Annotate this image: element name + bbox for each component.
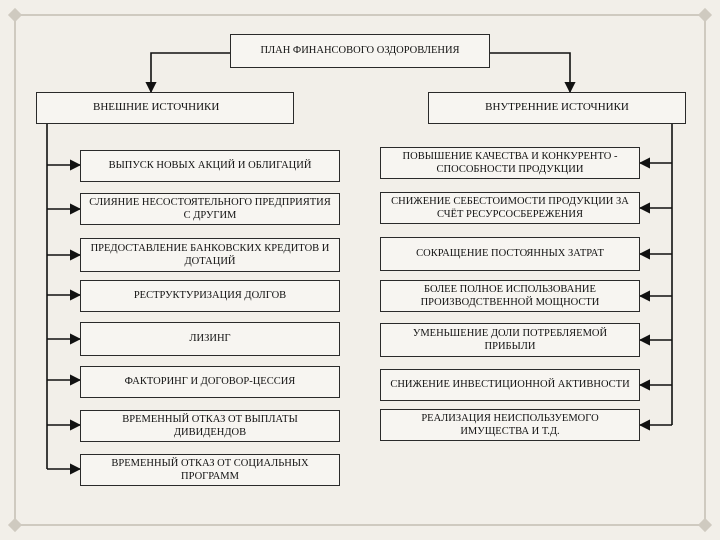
internal-source-item [380, 409, 640, 441]
internal-source-label: РЕАЛИЗАЦИЯ НЕИСПОЛЬЗУЕМОГО ИМУЩЕСТВА И Т.Д. [421, 412, 599, 437]
external-source-item [80, 193, 340, 225]
internal-source-label: УМЕНЬШЕНИЕ ДОЛИ ПОТРЕБЛЯЕМОЙ ПРИБЫЛИ [412, 327, 608, 352]
internal-source-label: ПОВЫШЕНИЕ КАЧЕСТВА И КОНКУРЕНТО - СПОСОБНОСТИ ПРОДУКЦИИ [402, 150, 618, 175]
external-source-item [80, 150, 340, 182]
plan-title: ПЛАН ФИНАНСОВОГО ОЗДОРОВЛЕНИЯ [260, 45, 460, 57]
internal-source-item [380, 192, 640, 224]
external-source-item [80, 366, 340, 398]
connector-title-right [490, 53, 570, 92]
external-source-label: ПРЕДОСТАВЛЕНИЕ БАНКОВСКИХ КРЕДИТОВ И ДОТАЦИЙ [90, 242, 330, 267]
internal-source-item [380, 147, 640, 179]
internal-source-item [380, 323, 640, 357]
internal-source-item [380, 237, 640, 271]
external-source-label: ВЫПУСК НОВЫХ АКЦИЙ И ОБЛИГАЦИЙ [108, 160, 312, 172]
plan-title-box [230, 34, 490, 68]
external-source-item [80, 410, 340, 442]
external-source-label: ВРЕМЕННЫЙ ОТКАЗ ОТ СОЦИАЛЬНЫХ ПРОГРАММ [111, 457, 309, 482]
external-sources-label: ВНЕШНИЕ ИСТОЧНИКИ [93, 101, 220, 114]
external-source-label: СЛИЯНИЕ НЕСОСТОЯТЕЛЬНОГО ПРЕДПРИЯТИЯ С ДРУГИМ [89, 196, 331, 221]
external-source-item [80, 238, 340, 272]
internal-source-label: СНИЖЕНИЕ ИНВЕСТИЦИОННОЙ АКТИВНОСТИ [390, 379, 630, 391]
external-source-item [80, 322, 340, 356]
external-source-item [80, 280, 340, 312]
internal-source-item [380, 369, 640, 401]
external-source-label: ВРЕМЕННЫЙ ОТКАЗ ОТ ВЫПЛАТЫ ДИВИДЕНДОВ [122, 413, 298, 438]
external-source-label: ФАКТОРИНГ И ДОГОВОР-ЦЕССИЯ [124, 376, 296, 388]
internal-source-label: СНИЖЕНИЕ СЕБЕСТОИМОСТИ ПРОДУКЦИИ ЗА СЧЁТ РЕСУРСОСБЕРЕЖЕНИЯ [391, 195, 629, 220]
connector-title-left [151, 53, 230, 92]
internal-source-label: БОЛЕЕ ПОЛНОЕ ИСПОЛЬЗОВАНИЕ ПРОИЗВОДСТВЕННОЙ МОЩНОСТИ [420, 283, 600, 308]
external-source-label: ЛИЗИНГ [189, 333, 231, 345]
internal-source-label: СОКРАЩЕНИЕ ПОСТОЯННЫХ ЗАТРАТ [416, 248, 604, 260]
internal-sources-header [428, 92, 686, 124]
internal-sources-label: ВНУТРЕННИЕ ИСТОЧНИКИ [485, 101, 629, 114]
external-sources-header [36, 92, 294, 124]
external-source-label: РЕСТРУКТУРИЗАЦИЯ ДОЛГОВ [133, 290, 287, 302]
internal-source-item [380, 280, 640, 312]
external-source-item [80, 454, 340, 486]
